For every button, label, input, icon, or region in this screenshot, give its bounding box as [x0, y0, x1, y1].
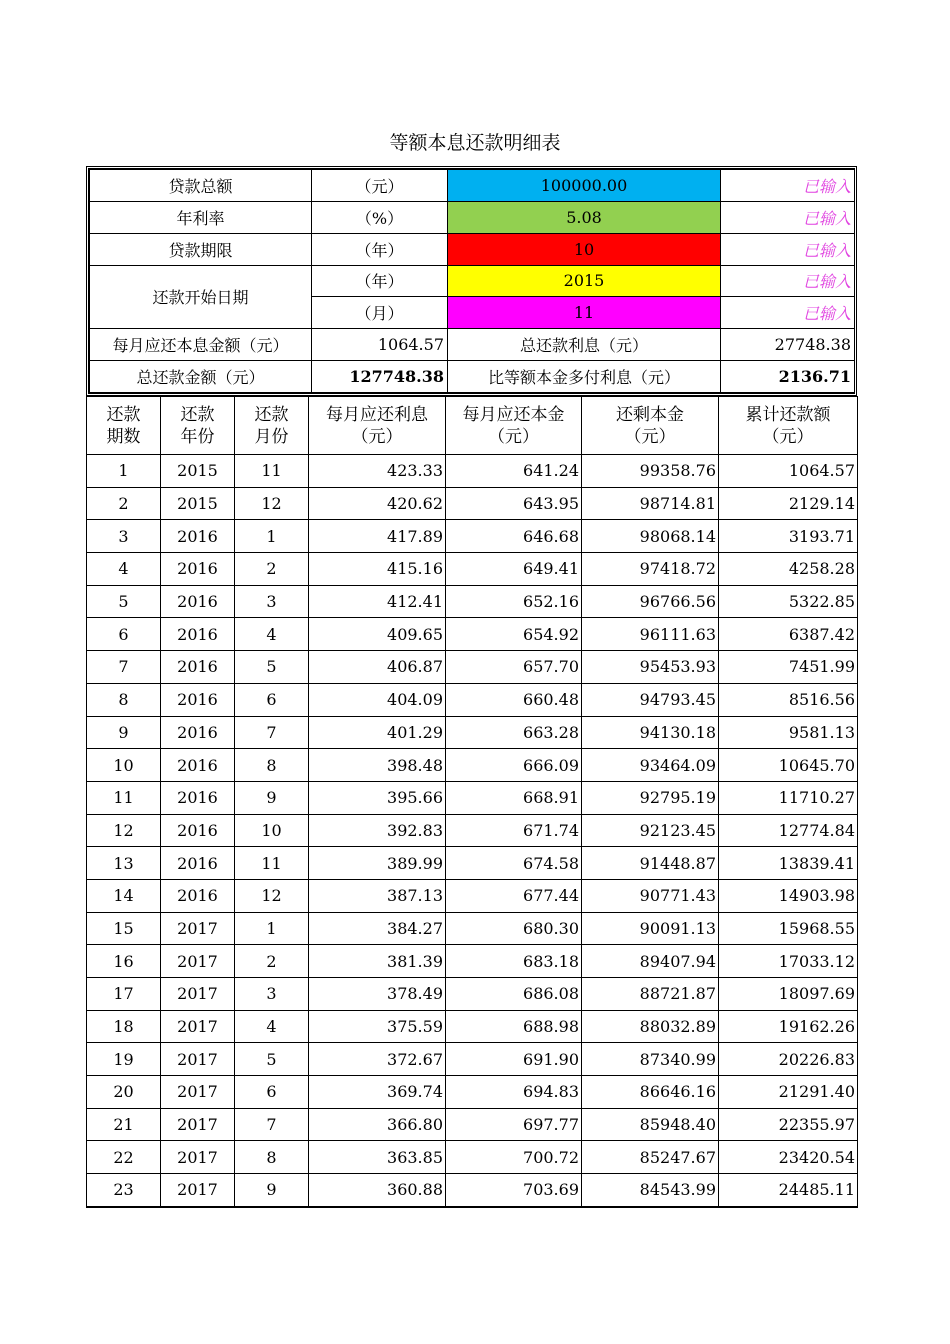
cell-month: 7 — [235, 1108, 309, 1141]
cell-principal: 652.16 — [446, 585, 582, 618]
table-row — [87, 487, 858, 520]
cell-remaining: 86646.16 — [582, 1076, 719, 1109]
cell-remaining: 88032.89 — [582, 1010, 719, 1043]
start-date-label: 还款开始日期 — [90, 265, 312, 329]
cell-cumulative: 19162.26 — [719, 1010, 858, 1043]
cell-period: 21 — [87, 1108, 161, 1141]
column-header-interest — [309, 397, 446, 455]
cell-year: 2016 — [161, 716, 235, 749]
table-row — [87, 1043, 858, 1076]
cell-year: 2016 — [161, 651, 235, 684]
total-payment-label: 总还款金额（元） — [90, 361, 312, 393]
table-row — [87, 1108, 858, 1141]
table-row — [87, 814, 858, 847]
monthly-payment-label: 每月应还本息金额（元） — [90, 329, 312, 361]
cell-year: 2017 — [161, 1174, 235, 1207]
cell-remaining: 94130.18 — [582, 716, 719, 749]
cell-year: 2016 — [161, 520, 235, 553]
cell-cumulative: 4258.28 — [719, 553, 858, 586]
cell-year: 2017 — [161, 1043, 235, 1076]
cell-remaining: 91448.87 — [582, 847, 719, 880]
cell-cumulative: 9581.13 — [719, 716, 858, 749]
cell-month: 1 — [235, 520, 309, 553]
cell-period: 12 — [87, 814, 161, 847]
cell-remaining: 84543.99 — [582, 1174, 719, 1207]
cell-period: 1 — [87, 455, 161, 488]
column-header-month — [235, 397, 309, 455]
cell-principal: 688.98 — [446, 1010, 582, 1043]
cell-cumulative: 5322.85 — [719, 585, 858, 618]
cell-principal: 686.08 — [446, 978, 582, 1011]
cell-year: 2017 — [161, 978, 235, 1011]
cell-remaining: 92795.19 — [582, 781, 719, 814]
cell-principal: 646.68 — [446, 520, 582, 553]
cell-interest: 372.67 — [309, 1043, 446, 1076]
cell-period: 19 — [87, 1043, 161, 1076]
cell-interest: 360.88 — [309, 1174, 446, 1207]
column-header-line1: 还款 — [106, 404, 141, 425]
table-row — [87, 1010, 858, 1043]
cell-period: 10 — [87, 749, 161, 782]
cell-principal: 654.92 — [446, 618, 582, 651]
cell-interest: 412.41 — [309, 585, 446, 618]
total-payment-value: 127748.38 — [312, 361, 448, 393]
cell-year: 2017 — [161, 912, 235, 945]
table-row — [87, 1174, 858, 1207]
cell-period: 15 — [87, 912, 161, 945]
cell-principal: 674.58 — [446, 847, 582, 880]
cell-interest: 369.74 — [309, 1076, 446, 1109]
cell-year: 2017 — [161, 1108, 235, 1141]
cell-cumulative: 24485.11 — [719, 1174, 858, 1207]
total-interest-label: 总还款利息（元） — [448, 329, 721, 361]
cell-year: 2016 — [161, 553, 235, 586]
cell-principal: 703.69 — [446, 1174, 582, 1207]
cell-interest: 363.85 — [309, 1141, 446, 1174]
table-row — [87, 618, 858, 651]
cell-period: 16 — [87, 945, 161, 978]
cell-period: 3 — [87, 520, 161, 553]
loan-amount-label: 贷款总额 — [90, 170, 312, 202]
annual-rate-label: 年利率 — [90, 201, 312, 233]
extra-interest-value: 2136.71 — [721, 361, 855, 393]
start-month-input[interactable]: 11 — [448, 297, 721, 329]
extra-interest-label: 比等额本金多付利息（元） — [448, 361, 721, 393]
annual-rate-unit: （%） — [312, 201, 448, 233]
cell-cumulative: 11710.27 — [719, 781, 858, 814]
cell-month: 7 — [235, 716, 309, 749]
cell-period: 8 — [87, 683, 161, 716]
cell-principal: 697.77 — [446, 1108, 582, 1141]
cell-remaining: 92123.45 — [582, 814, 719, 847]
cell-period: 9 — [87, 716, 161, 749]
cell-remaining: 95453.93 — [582, 651, 719, 684]
cell-remaining: 99358.76 — [582, 455, 719, 488]
cell-cumulative: 14903.98 — [719, 879, 858, 912]
cell-remaining: 98714.81 — [582, 487, 719, 520]
cell-principal: 643.95 — [446, 487, 582, 520]
monthly-payment-value: 1064.57 — [312, 329, 448, 361]
cell-month: 9 — [235, 1174, 309, 1207]
cell-month: 6 — [235, 1076, 309, 1109]
cell-interest: 395.66 — [309, 781, 446, 814]
cell-cumulative: 22355.97 — [719, 1108, 858, 1141]
cell-interest: 404.09 — [309, 683, 446, 716]
column-header-year — [161, 397, 235, 455]
loan-term-unit: （年） — [312, 233, 448, 265]
cell-month: 8 — [235, 1141, 309, 1174]
cell-cumulative: 15968.55 — [719, 912, 858, 945]
cell-principal: 666.09 — [446, 749, 582, 782]
cell-cumulative: 8516.56 — [719, 683, 858, 716]
cell-cumulative: 12774.84 — [719, 814, 858, 847]
cell-cumulative: 2129.14 — [719, 487, 858, 520]
cell-period: 20 — [87, 1076, 161, 1109]
column-header-line2: （元） — [488, 426, 539, 447]
column-header-line2: 年份 — [180, 426, 215, 447]
cell-remaining: 88721.87 — [582, 978, 719, 1011]
cell-interest: 384.27 — [309, 912, 446, 945]
cell-month: 5 — [235, 1043, 309, 1076]
cell-cumulative: 3193.71 — [719, 520, 858, 553]
cell-principal: 641.24 — [446, 455, 582, 488]
cell-remaining: 93464.09 — [582, 749, 719, 782]
cell-cumulative: 6387.42 — [719, 618, 858, 651]
column-header-line1: 每月应还利息 — [326, 404, 428, 425]
cell-interest: 375.59 — [309, 1010, 446, 1043]
table-row — [87, 945, 858, 978]
cell-period: 17 — [87, 978, 161, 1011]
start-year-unit: （年） — [312, 265, 448, 297]
cell-period: 6 — [87, 618, 161, 651]
cell-period: 22 — [87, 1141, 161, 1174]
cell-cumulative: 18097.69 — [719, 978, 858, 1011]
start-month-status: 已输入 — [721, 297, 855, 329]
cell-remaining: 90091.13 — [582, 912, 719, 945]
cell-principal: 680.30 — [446, 912, 582, 945]
cell-remaining: 96766.56 — [582, 585, 719, 618]
cell-remaining: 94793.45 — [582, 683, 719, 716]
cell-year: 2016 — [161, 781, 235, 814]
cell-interest: 423.33 — [309, 455, 446, 488]
cell-period: 13 — [87, 847, 161, 880]
cell-month: 8 — [235, 749, 309, 782]
cell-month: 12 — [235, 487, 309, 520]
column-header-line2: 期数 — [106, 426, 141, 447]
repayment-schedule — [86, 396, 857, 1208]
cell-interest: 387.13 — [309, 879, 446, 912]
table-row — [87, 455, 858, 488]
cell-period: 5 — [87, 585, 161, 618]
cell-principal: 677.44 — [446, 879, 582, 912]
cell-year: 2016 — [161, 683, 235, 716]
table-row — [87, 978, 858, 1011]
column-header-line1: 还款 — [254, 404, 289, 425]
table-row — [87, 716, 858, 749]
cell-month: 3 — [235, 978, 309, 1011]
table-row — [87, 520, 858, 553]
cell-principal: 694.83 — [446, 1076, 582, 1109]
table-body — [87, 455, 858, 1207]
cell-interest: 406.87 — [309, 651, 446, 684]
loan-summary — [86, 166, 857, 396]
column-header-line1: 累计还款额 — [745, 404, 831, 425]
cell-month: 11 — [235, 455, 309, 488]
cell-month: 4 — [235, 1010, 309, 1043]
table-row — [87, 879, 858, 912]
cell-principal: 671.74 — [446, 814, 582, 847]
start-month-unit: （月） — [312, 297, 448, 329]
cell-cumulative: 10645.70 — [719, 749, 858, 782]
cell-month: 11 — [235, 847, 309, 880]
cell-interest: 366.80 — [309, 1108, 446, 1141]
cell-principal: 691.90 — [446, 1043, 582, 1076]
cell-remaining: 89407.94 — [582, 945, 719, 978]
cell-period: 7 — [87, 651, 161, 684]
cell-month: 9 — [235, 781, 309, 814]
column-header-line2: （元） — [624, 426, 676, 447]
cell-principal: 649.41 — [446, 553, 582, 586]
cell-month: 3 — [235, 585, 309, 618]
cell-remaining: 90771.43 — [582, 879, 719, 912]
cell-month: 1 — [235, 912, 309, 945]
cell-principal: 657.70 — [446, 651, 582, 684]
cell-month: 12 — [235, 879, 309, 912]
table-row — [87, 749, 858, 782]
table-row — [87, 651, 858, 684]
column-header-line1: 每月应还本金 — [462, 404, 565, 425]
column-header-principal — [446, 397, 582, 455]
loan-term-status: 已输入 — [721, 233, 855, 265]
annual-rate-input[interactable]: 5.08 — [448, 201, 721, 233]
column-header-line2: （元） — [351, 426, 403, 447]
column-header-remaining — [582, 397, 719, 455]
cell-year: 2017 — [161, 1076, 235, 1109]
cell-month: 4 — [235, 618, 309, 651]
cell-year: 2015 — [161, 487, 235, 520]
cell-year: 2017 — [161, 945, 235, 978]
cell-interest: 398.48 — [309, 749, 446, 782]
cell-principal: 668.91 — [446, 781, 582, 814]
cell-year: 2016 — [161, 585, 235, 618]
cell-cumulative: 20226.83 — [719, 1043, 858, 1076]
cell-year: 2016 — [161, 847, 235, 880]
cell-period: 2 — [87, 487, 161, 520]
cell-year: 2016 — [161, 618, 235, 651]
cell-principal: 700.72 — [446, 1141, 582, 1174]
cell-month: 2 — [235, 945, 309, 978]
cell-interest: 381.39 — [309, 945, 446, 978]
cell-cumulative: 13839.41 — [719, 847, 858, 880]
table-row — [87, 1141, 858, 1174]
cell-period: 18 — [87, 1010, 161, 1043]
cell-cumulative: 1064.57 — [719, 455, 858, 488]
cell-remaining: 85948.40 — [582, 1108, 719, 1141]
total-interest-value: 27748.38 — [721, 329, 855, 361]
cell-year: 2016 — [161, 879, 235, 912]
cell-month: 6 — [235, 683, 309, 716]
cell-interest: 415.16 — [309, 553, 446, 586]
cell-year: 2017 — [161, 1010, 235, 1043]
cell-month: 5 — [235, 651, 309, 684]
cell-interest: 378.49 — [309, 978, 446, 1011]
cell-remaining: 87340.99 — [582, 1043, 719, 1076]
column-header-line2: （元） — [762, 426, 814, 447]
cell-year: 2016 — [161, 749, 235, 782]
page-title: 等额本息还款明细表 — [389, 132, 561, 154]
cell-year: 2017 — [161, 1141, 235, 1174]
table-header-row — [87, 397, 858, 455]
loan-amount-unit: （元） — [312, 170, 448, 202]
cell-cumulative: 17033.12 — [719, 945, 858, 978]
loan-amount-status: 已输入 — [721, 170, 855, 202]
table-row — [87, 781, 858, 814]
start-year-status: 已输入 — [721, 265, 855, 297]
cell-period: 23 — [87, 1174, 161, 1207]
cell-period: 14 — [87, 879, 161, 912]
column-header-period — [87, 397, 161, 455]
loan-term-input[interactable]: 10 — [448, 233, 721, 265]
cell-period: 11 — [87, 781, 161, 814]
cell-interest: 409.65 — [309, 618, 446, 651]
column-header-line1: 还款 — [180, 404, 215, 425]
cell-interest: 389.99 — [309, 847, 446, 880]
table-row — [87, 585, 858, 618]
annual-rate-status: 已输入 — [721, 201, 855, 233]
start-year-input[interactable]: 2015 — [448, 265, 721, 297]
cell-interest: 401.29 — [309, 716, 446, 749]
table-row — [87, 553, 858, 586]
table-row — [87, 912, 858, 945]
cell-year: 2016 — [161, 814, 235, 847]
column-header-line1: 还剩本金 — [616, 404, 684, 425]
cell-interest: 417.89 — [309, 520, 446, 553]
cell-principal: 660.48 — [446, 683, 582, 716]
cell-remaining: 96111.63 — [582, 618, 719, 651]
cell-month: 10 — [235, 814, 309, 847]
cell-remaining: 98068.14 — [582, 520, 719, 553]
cell-cumulative: 21291.40 — [719, 1076, 858, 1109]
column-header-line2: 月份 — [254, 426, 289, 447]
cell-remaining: 85247.67 — [582, 1141, 719, 1174]
cell-year: 2015 — [161, 455, 235, 488]
cell-principal: 683.18 — [446, 945, 582, 978]
cell-remaining: 97418.72 — [582, 553, 719, 586]
cell-period: 4 — [87, 553, 161, 586]
cell-principal: 663.28 — [446, 716, 582, 749]
cell-interest: 392.83 — [309, 814, 446, 847]
cell-cumulative: 23420.54 — [719, 1141, 858, 1174]
table-row — [87, 683, 858, 716]
cell-month: 2 — [235, 553, 309, 586]
table-row — [87, 1076, 858, 1109]
cell-cumulative: 7451.99 — [719, 651, 858, 684]
table-row — [87, 847, 858, 880]
loan-amount-input[interactable]: 100000.00 — [448, 170, 721, 202]
loan-term-label: 贷款期限 — [90, 233, 312, 265]
column-header-cumulative — [719, 397, 858, 455]
cell-interest: 420.62 — [309, 487, 446, 520]
